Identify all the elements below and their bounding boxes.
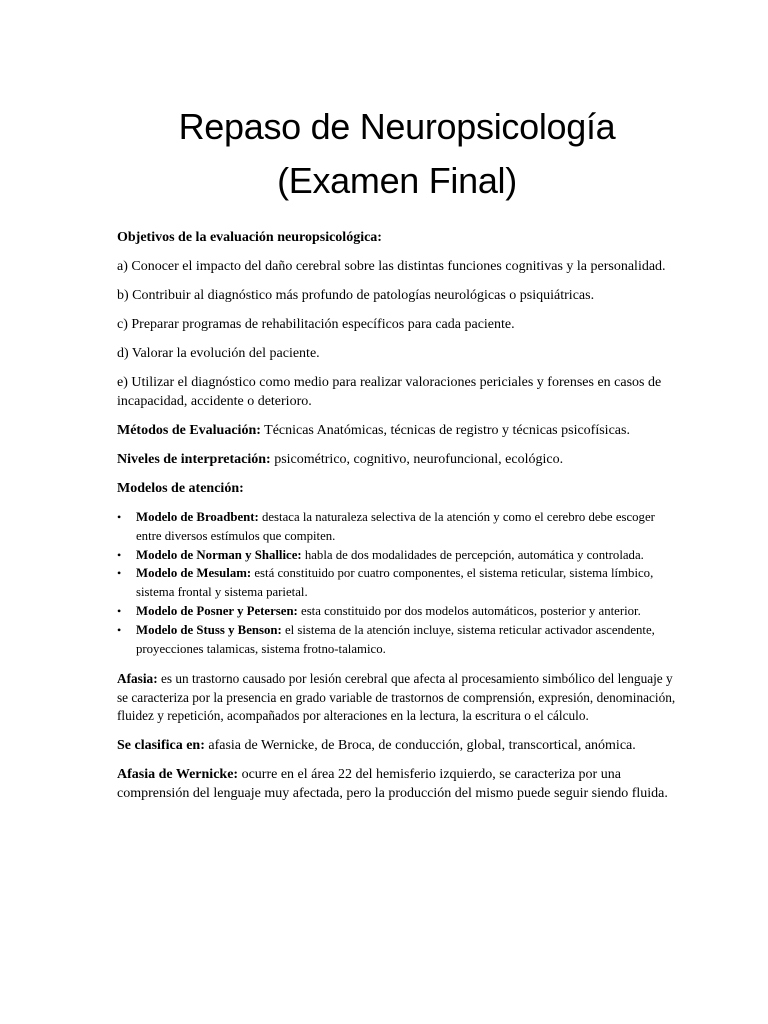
bullet-icon: • (117, 622, 122, 637)
list-item (117, 602, 677, 621)
title-line-1: Repaso de Neuropsicología (178, 106, 616, 147)
model-label: Modelo de Norman y Shallice: (136, 547, 302, 562)
bullet-icon: • (117, 547, 122, 562)
metodos-text: Técnicas Anatómicas, técnicas de registro y técnicas psicofísicas. (260, 423, 630, 438)
bullet-icon: • (117, 603, 122, 618)
bullet-icon: • (117, 566, 122, 581)
objetivo-item-d: d) Valorar la evolución del paciente. (117, 346, 320, 361)
model-text: destaca la naturaleza selectiva de la atención y como el cerebro debe escoger entre diversos estímulos que compiten. (136, 510, 655, 543)
wernicke-paragraph (117, 765, 677, 803)
document-title (117, 0, 677, 208)
clasifica-label: Se clasifica en: (117, 737, 205, 753)
niveles-paragraph (117, 450, 677, 469)
afasia-paragraph (117, 670, 677, 726)
modelos-list (117, 508, 677, 658)
afasia-label: Afasia: (117, 671, 158, 687)
clasifica-text: afasia de Wernicke, de Broca, de conducción, global, transcortical, anómica. (204, 737, 636, 753)
niveles-text: psicométrico, cognitivo, neurofuncional, ecológico. (270, 452, 564, 467)
list-item (117, 508, 677, 546)
afasia-text: es un trastorno causado por lesión cerebral que afecta al procesamiento simbólico del lenguaje y se caracteriza por la presencia en grado variable de trastornos de comprensión, expresión, denominación, fluidez y repetición, acompañados por alteraciones en la lectura, la escritura o el cálculo. (117, 671, 676, 724)
model-label: Modelo de Stuss y Benson: (136, 622, 282, 637)
model-text: está constituido por cuatro componentes, el sistema reticular, sistema límbico, sistema frontal y sistema parietal. (136, 566, 654, 600)
title-block (117, 0, 677, 228)
model-label: Modelo de Posner y Petersen: (136, 603, 298, 618)
objetivo-item-e: e) Utilizar el diagnóstico como medio para realizar valoraciones periciales y forenses en casos de incapacidad, accidente o deterioro. (117, 375, 662, 409)
objetivo-item-b: b) Contribuir al diagnóstico más profundo de patologías neurológicas o psiquiátricas. (117, 288, 595, 303)
metodos-paragraph (117, 421, 677, 440)
bullet-icon: • (117, 510, 122, 524)
model-text: esta constituido por dos modelos automáticos, posterior y anterior. (297, 603, 641, 618)
model-label: Modelo de Broadbent: (136, 510, 259, 524)
metodos-label: Métodos de Evaluación: (117, 423, 261, 438)
model-text: el sistema de la atención incluye, sistema reticular activador ascendente, proyecciones talamicas, sistema frotno-talamico. (136, 622, 655, 656)
objetivos-heading: Objetivos de la evaluación neuropsicológica: (117, 230, 382, 245)
wernicke-text: ocurre en el área 22 del hemisferio izquierdo, se caracteriza por una comprensión del lenguaje muy afectada, pero la producción del mismo puede seguir siendo fluida. (117, 766, 668, 801)
title-line-2: (Examen Final) (277, 160, 517, 201)
list-item (117, 546, 677, 565)
document-page (117, 0, 677, 813)
list-item (117, 621, 677, 659)
list-item (117, 564, 677, 602)
niveles-label: Niveles de interpretación: (117, 452, 271, 467)
modelos-heading: Modelos de atención: (117, 481, 244, 496)
model-text: habla de dos modalidades de percepción, automática y controlada. (301, 547, 644, 562)
objetivo-item-c: c) Preparar programas de rehabilitación específicos para cada paciente. (117, 317, 515, 332)
wernicke-label: Afasia de Wernicke: (117, 766, 239, 782)
objetivo-item-a: a) Conocer el impacto del daño cerebral sobre las distintas funciones cognitivas y la personalidad. (117, 259, 666, 274)
model-label: Modelo de Mesulam: (136, 566, 252, 581)
clasifica-paragraph (117, 736, 677, 755)
